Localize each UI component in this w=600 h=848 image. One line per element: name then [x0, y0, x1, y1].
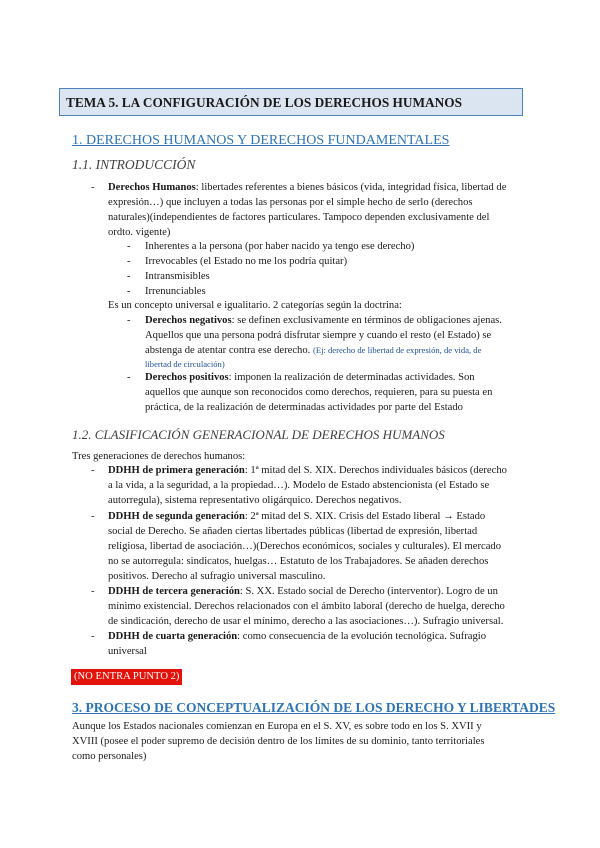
gen2-line-2: social de Derecho. Se añaden ciertas libertades públicas (libertad de expresión, libertad — [108, 526, 478, 537]
bullet-dash: - — [127, 271, 131, 282]
gen2-text: : 2ª mitad del S. XIX. Crisis del Estado liberal → Estado — [244, 511, 486, 522]
neg-line-3 — [145, 343, 481, 358]
dh-line-1 — [108, 180, 506, 195]
pos-text: : imponen la realización de determinadas actividades. Son — [228, 372, 475, 383]
gen1-term: DDHH de primera generación — [108, 465, 245, 476]
gen2-line-4: no se autorregula: sindicatos, huelgas… Estatuto de los Trabajadores. Se añaden derechos — [108, 556, 489, 567]
generations-intro: Tres generaciones de derechos humanos: — [72, 451, 246, 462]
pos-term: Derechos positivos — [145, 372, 229, 383]
property-item: Intransmisibles — [145, 271, 210, 282]
gen4-line-1 — [108, 629, 486, 644]
gen1-text: : 1ª mitad del S. XIX. Derechos individuales básicos (derecho — [244, 465, 507, 476]
property-item: Inherentes a la persona (por haber nacido ya tengo ese derecho) — [145, 241, 415, 252]
gen1-line-2: a la vida, a la seguridad, a la propiedad…). Modelo de Estado abstencionista (el Estado se — [108, 480, 490, 491]
bullet-dash: - — [127, 372, 131, 383]
gen3-line-1 — [108, 584, 498, 599]
exclusion-note-badge: (NO ENTRA PUNTO 2) — [71, 669, 182, 685]
subsection-1-1-heading: 1.1. INTRODUCCIÓN — [72, 157, 196, 172]
property-item: Irrenunciables — [145, 286, 206, 297]
subsection-1-2-heading: 1.2. CLASIFICACIÓN GENERACIONAL DE DERECHOS HUMANOS — [72, 427, 445, 442]
bullet-dash: - — [127, 286, 131, 297]
neg-term: Derechos negativos — [145, 315, 232, 326]
gen3-term: DDHH de tercera generación — [108, 586, 240, 597]
gen3-line-2: mínimo existencial. Derechos relacionados con el ámbito laboral (derecho de huelga, derecho — [108, 601, 505, 612]
bullet-dash: - — [91, 465, 95, 476]
bullet-dash: - — [127, 315, 131, 326]
concept-line: Es un concepto universal e igualitario. 2 categorías según la doctrina: — [108, 300, 402, 311]
neg-example: (Ej: derecho de libertad de expresión, de vida, de — [312, 345, 482, 355]
section-1-heading: 1. DERECHOS HUMANOS Y DERECHOS FUNDAMENTALES — [72, 133, 450, 148]
document-title: TEMA 5. LA CONFIGURACIÓN DE LOS DERECHOS HUMANOS — [59, 88, 523, 116]
bullet-dash: - — [91, 511, 95, 522]
section-3-line-1: Aunque los Estados nacionales comienzan en Europa en el S. XV, es sobre todo en los S. XVII y — [72, 721, 482, 732]
dh-term: Derechos Humanos — [108, 182, 196, 193]
gen1-line-3: autorregula), sistema representativo oligárquico. Derechos negativos. — [108, 495, 402, 506]
pos-line-3: práctica, de la realización de determinadas actividades por parte del Estado — [145, 402, 463, 413]
dh-line-2: expresión…) que incluyen a todas las personas por el simple hecho de serlo (derechos — [108, 197, 473, 208]
gen4-term: DDHH de cuarta generación — [108, 631, 238, 642]
pos-line-1 — [145, 370, 475, 385]
gen2-line-3: religiosa, libertad de asociación…)(Derechos económicos, sociales y culturales). El mercado — [108, 541, 501, 552]
neg-line-1 — [145, 313, 502, 328]
gen2-line-1 — [108, 509, 485, 524]
bullet-dash: - — [91, 586, 95, 597]
bullet-dash: - — [91, 182, 95, 193]
gen2-line-5: positivos. Derecho al sufragio universal masculino. — [108, 571, 326, 582]
gen2-term: DDHH de segunda generación — [108, 511, 245, 522]
section-3-heading: 3. PROCESO DE CONCEPTUALIZACIÓN DE LOS DERECHO Y LIBERTADES — [72, 700, 556, 715]
neg-line-2: Aquellos que una persona podrá disfrutar siempre y cuando el resto (el Estado) se — [145, 330, 492, 341]
gen3-line-3: de sindicación, derecho de usar el mínimo, derecho a las asociaciones…). Sufragio universal. — [108, 616, 504, 627]
neg-text: : se definen exclusivamente en términos de obligaciones ajenas. — [231, 315, 502, 326]
section-3-line-2: XVIII (posee el poder supremo de decisión dentro de los límites de su dominio, tanto territoriales — [72, 736, 485, 747]
gen4-text: : como consecuencia de la evolución tecnológica. Sufragio — [237, 631, 487, 642]
gen1-line-1 — [108, 463, 507, 478]
bullet-dash: - — [127, 256, 131, 267]
dh-line-4: ordto. vigente) — [108, 227, 171, 238]
neg-text: abstenga de atentar contra ese derecho. — [145, 345, 313, 356]
dh-text: : libertades referentes a bienes básicos (vida, integridad física, libertad de — [195, 182, 507, 193]
property-item: Irrevocables (el Estado no me los podría quitar) — [145, 256, 348, 267]
dh-line-3: naturales)(independientes de factores particulares. Tampoco dependen exclusivamente del — [108, 212, 490, 223]
bullet-dash: - — [127, 241, 131, 252]
bullet-dash: - — [91, 631, 95, 642]
gen4-line-2: universal — [108, 646, 147, 657]
gen3-text: : S. XX. Estado social de Derecho (interventor). Logro de un — [239, 586, 498, 597]
section-3-line-3: como personales) — [72, 751, 147, 762]
neg-example-2: libertad de circulación) — [145, 359, 225, 369]
pos-line-2: aquellos que aunque son reconocidos como derechos, requieren, para su puesta en — [145, 387, 493, 398]
